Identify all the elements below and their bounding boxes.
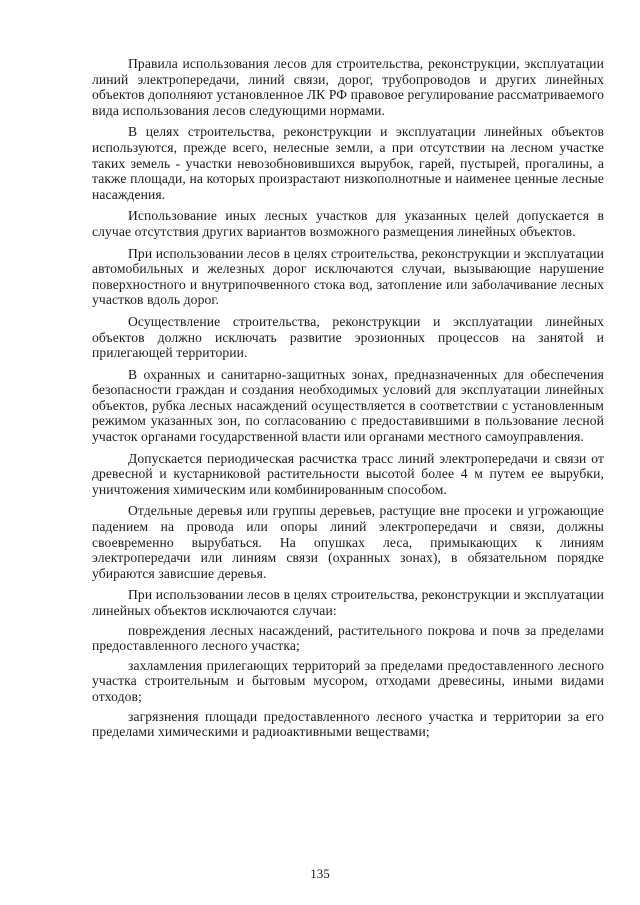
page-number: 135 <box>310 866 330 881</box>
paragraph-erosion: Осуществление строительства, реконструкции и эксплуатации линейных объектов должно исключать развитие эрозионных процессов на занятой и прилегающей территории. <box>92 313 604 361</box>
document-body <box>92 56 604 744</box>
paragraph-roads: При использовании лесов в целях строительства, реконструкции и эксплуатации автомобильных и железных дорог исключаются случаи, вызывающие нарушение поверхностного и внутрипочвенного стока вод, затопление или заболачивание лесных участков вдоль дорог. <box>92 245 604 308</box>
paragraph-exclusions: При использовании лесов в целях строительства, реконструкции и эксплуатации линейных объектов исключаются случаи: <box>92 587 604 618</box>
paragraph-other-plots: Использование иных лесных участков для указанных целей допускается в случае отсутствия других вариантов возможного размещения линейных объектов. <box>92 208 604 239</box>
paragraph-land-priority: В целях строительства, реконструкции и эксплуатации линейных объектов используются, прежде всего, нелесные земли, а при отсутствии на лесном участке таких земель - участки невозобновившихся вырубок, гарей, пустырей, прогалины, а также площади, на которых произрастают низкополнотные и наименее ценные лесные насаждения. <box>92 124 604 202</box>
paragraph-protected-zones: В охранных и санитарно-защитных зонах, предназначенных для обеспечения безопасности граждан и создания необходимых условий для эксплуатации линейных объектов, рубка лесных насаждений осуществляется в соответствии с установленным режимом указанных зон, по согласованию с предоставившими в пользование лесной участок органами государственной власти или органами местного самоуправления. <box>92 366 604 445</box>
list-item-littering: захламления прилегающих территорий за пределами предоставленного лесного участка строительным и бытовым мусором, отходами древесины, иными видами отходов; <box>92 657 604 704</box>
paragraph-intro: Правила использования лесов для строительства, реконструкции, эксплуатации линий электропередачи, линий связи, дорог, трубопроводов и других линейных объектов дополняют установленное ЛК РФ правовое регулирование рассматриваемого вида использования лесов следующими нормами. <box>92 56 604 118</box>
paragraph-clearing: Допускается периодическая расчистка трасс линий электропередачи и связи от древесной и кустарниковой растительности высотой более 4 м путем ее вырубки, уничтожения химическим или комбинированным способом. <box>92 450 604 497</box>
paragraph-trees: Отдельные деревья или группы деревьев, растущие вне просеки и угрожающие падением на провода или опоры линий электропередачи и связи, должны своевременно вырубаться. На опушках леса, примыкающих к линиям электропередачи или линиям связи (охранных зонах), в обязательном порядке убираются зависшие деревья. <box>92 503 604 581</box>
list-item-pollution: загрязнения площади предоставленного лесного участка и территории за его пределами химическими и радиоактивными веществами; <box>92 708 604 740</box>
list-item-damage: повреждения лесных насаждений, растительного покрова и почв за пределами предоставленного лесного участка; <box>92 622 604 654</box>
